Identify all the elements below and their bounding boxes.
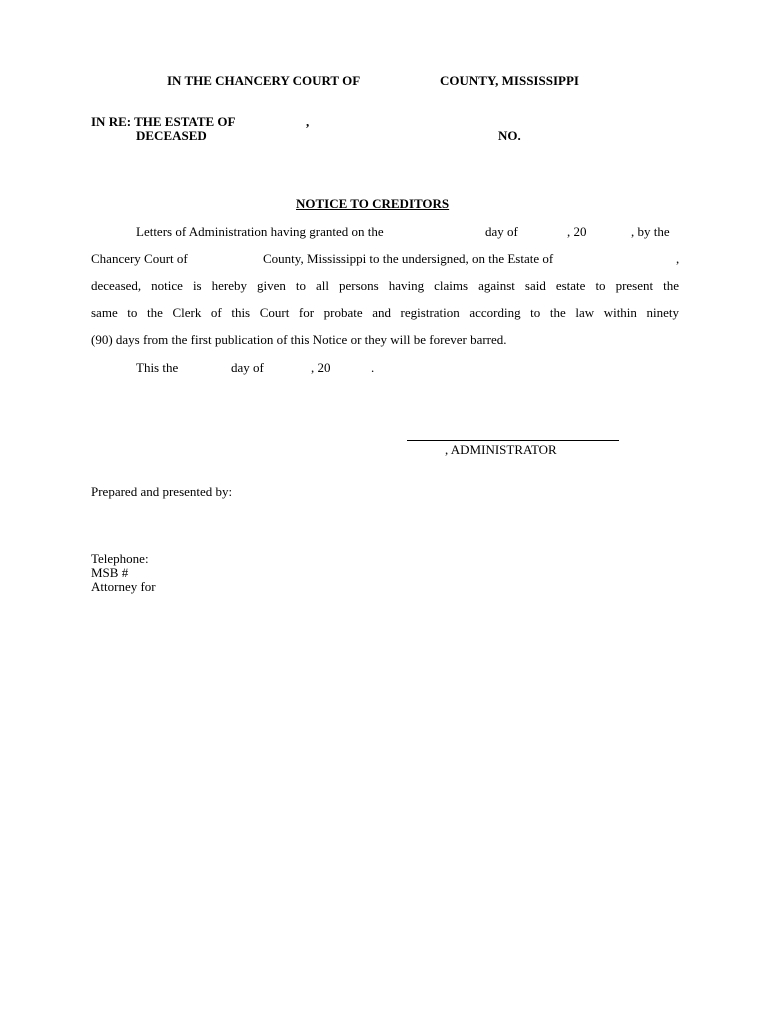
attorney-for-label: Attorney for xyxy=(91,579,156,594)
body-line-4: same to the Clerk of this Court for probate and registration according to the law within ninety xyxy=(91,305,679,320)
in-re-comma: , xyxy=(306,114,310,129)
body-line-1-b: day of xyxy=(485,224,518,239)
signature-line xyxy=(407,440,619,441)
dated-line-d: . xyxy=(371,360,375,375)
deceased-label: DECEASED xyxy=(136,128,207,143)
body-line-2-a: Chancery Court of xyxy=(91,251,188,266)
court-heading-right: COUNTY, MISSISSIPPI xyxy=(440,73,579,88)
administrator-label: , ADMINISTRATOR xyxy=(445,442,557,457)
body-line-1-a: Letters of Administration having granted on the xyxy=(136,224,384,239)
body-line-2-c: , xyxy=(676,251,680,266)
body-line-5: (90) days from the first publication of this Notice or they will be forever barred. xyxy=(91,332,507,347)
body-line-3: deceased, notice is hereby given to all persons having claims against said estate to present the xyxy=(91,278,679,293)
in-re-line: IN RE: THE ESTATE OF xyxy=(91,114,236,129)
prepared-by-label: Prepared and presented by: xyxy=(91,484,233,499)
dated-line-b: day of xyxy=(231,360,264,375)
body-line-2-b: County, Mississippi to the undersigned, on the Estate of xyxy=(263,251,554,266)
dated-line-a: This the xyxy=(136,360,179,375)
notice-title: NOTICE TO CREDITORS xyxy=(296,196,450,211)
dated-line-c: , 20 xyxy=(311,360,331,375)
case-number-label: NO. xyxy=(498,128,521,143)
telephone-label: Telephone: xyxy=(91,551,149,566)
body-line-1-d: , by the xyxy=(631,224,670,239)
court-heading-left: IN THE CHANCERY COURT OF xyxy=(167,73,361,88)
body-line-1-c: , 20 xyxy=(567,224,587,239)
msb-label: MSB # xyxy=(91,565,129,580)
